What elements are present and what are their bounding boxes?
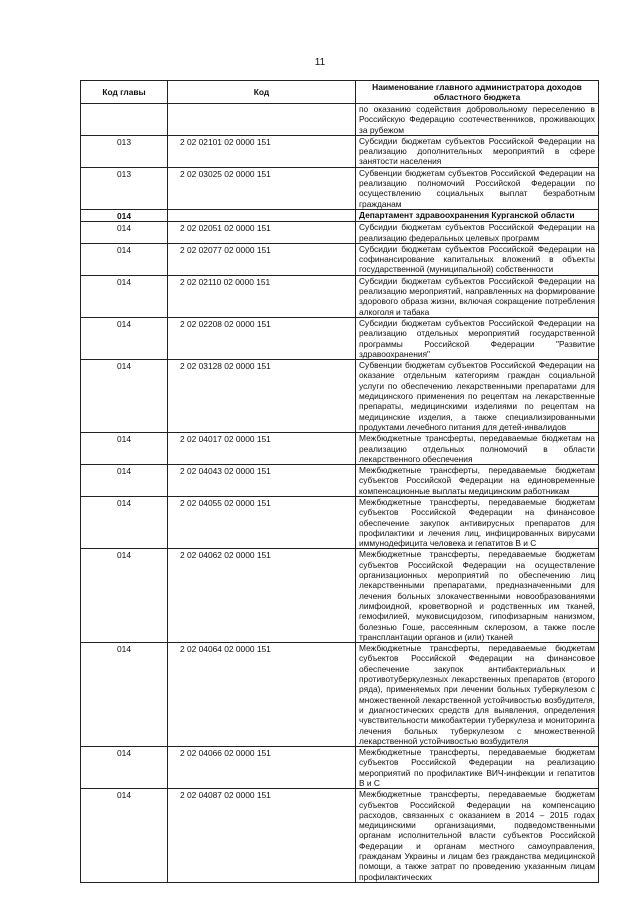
description-cell: Субвенции бюджетам субъектов Российской Федерации на оказание отдельным категориям граждан социальной услуги по обеспечению лекарственными препаратами для медицинского применения по рецептам на лекарственные препараты, медицинскими изделиями по рецептам на медицинские изделия, а также специализированными продуктами лечебного питания для детей-инвалидов [356, 360, 599, 433]
budget-code-cell: 2 02 02101 02 0000 151 [168, 135, 356, 167]
description-cell: Межбюджетные трансферты, передаваемые бюджетам субъектов Российской Федерации на компенсацию расходов, связанных с оказанием в 2014 – 2015 годах медицинскими организациями, подведомственными органам исполнительной власти субъектов Российской Федерации и органам местного самоуправления, гражданам Украины и лицам без гражданства медицинской помощи, а также затрат по проведению указанным лицам профилактических [356, 789, 599, 883]
chapter-code-cell: 013 [81, 135, 168, 167]
table-row [81, 433, 599, 465]
chapter-code-cell: 014 [81, 789, 168, 883]
chapter-code-cell: 014 [81, 747, 168, 789]
table-row [81, 465, 599, 497]
chapter-code-cell: 014 [81, 222, 168, 244]
budget-code-cell: 2 02 04017 02 0000 151 [168, 433, 356, 465]
description-cell: Межбюджетные трансферты, передаваемые бюджетам на реализацию отдельных полномочий в области лекарственного обеспечения [356, 433, 599, 465]
table-header-row [81, 81, 599, 104]
chapter-code-cell [81, 104, 168, 136]
description-cell: Департамент здравоохранения Курганской области [356, 209, 599, 221]
description-cell: Межбюджетные трансферты, передаваемые бюджетам субъектов Российской Федерации на финансовое обеспечение закупок антивирусных препаратов для профилактики и лечения лиц, инфицированных вирусами иммунодефицита человека и гепатитов В и С [356, 496, 599, 548]
description-cell: Субсидии бюджетам субъектов Российской Федерации на софинансирование капитальных вложений в объекты государственной (муниципальной) собственности [356, 243, 599, 275]
table-row [81, 317, 599, 359]
header-name: Наименование главного администратора доходов областного бюджета [356, 81, 599, 104]
table-row [81, 275, 599, 317]
budget-code-cell: 2 02 03025 02 0000 151 [168, 167, 356, 209]
header-code: Код [168, 81, 356, 104]
chapter-code-cell: 014 [81, 496, 168, 548]
table-row [81, 360, 599, 433]
budget-code-cell: 2 02 02208 02 0000 151 [168, 317, 356, 359]
budget-code-cell [168, 104, 356, 136]
header-chapter-code: Код главы [81, 81, 168, 104]
table-row [81, 789, 599, 883]
description-cell: Межбюджетные трансферты, передаваемые бюджетам субъектов Российской Федерации на осуществление организационных мероприятий по обеспечению лиц лекарственными препаратами, предназначенными для лечения больных злокачественными новообразованиями лимфоидной, кроветворной и родственных им тканей, гемофилией, муковисцидозом, гипофизарным нанизмом, болезнью Гоше, рассеянным склерозом, а также после трансплантации органов и (или) тканей [356, 549, 599, 643]
description-cell: Субвенции бюджетам субъектов Российской Федерации на реализацию полномочий Российской Федерации по осуществлению социальных выплат безработным гражданам [356, 167, 599, 209]
chapter-code-cell: 014 [81, 433, 168, 465]
table-row [81, 549, 599, 643]
description-cell: Межбюджетные трансферты, передаваемые бюджетам субъектов Российской Федерации на единовременные компенсационные выплаты медицинским работникам [356, 465, 599, 497]
description-cell: Межбюджетные трансферты, передаваемые бюджетам субъектов Российской Федерации на финансовое обеспечение закупок антибактериальных и противотуберкулезных лекарственных препаратов (второго ряда), применяемых при лечении больных туберкулезом с множественной лекарственной устойчивостью возбудителя, и диагностических средств для выявления, определения чувствительности микобактерии туберкулеза и мониторинга лечения больных туберкулезом с множественной лекарственной устойчивостью возбудителя [356, 643, 599, 747]
chapter-code-cell: 014 [81, 317, 168, 359]
table-row [81, 167, 599, 209]
table-row [81, 222, 599, 244]
description-cell: Субсидии бюджетам субъектов Российской Федерации на реализацию мероприятий, направленных на формирование здорового образа жизни, включая сокращение потребления алкоголя и табака [356, 275, 599, 317]
chapter-code-cell: 014 [81, 643, 168, 747]
revenue-administrators-table [80, 80, 599, 883]
budget-code-cell [168, 209, 356, 221]
chapter-code-cell: 014 [81, 275, 168, 317]
table-row [81, 496, 599, 548]
description-cell: Субсидии бюджетам субъектов Российской Федерации на реализацию дополнительных мероприятий в сфере занятости населения [356, 135, 599, 167]
table-row [81, 747, 599, 789]
budget-code-cell: 2 02 03128 02 0000 151 [168, 360, 356, 433]
budget-code-cell: 2 02 02051 02 0000 151 [168, 222, 356, 244]
budget-code-cell: 2 02 02110 02 0000 151 [168, 275, 356, 317]
description-cell: Межбюджетные трансферты, передаваемые бюджетам субъектов Российской Федерации на реализацию мероприятий по профилактике ВИЧ-инфекции и гепатитов В и С [356, 747, 599, 789]
chapter-code-cell: 013 [81, 167, 168, 209]
budget-code-cell: 2 02 04087 02 0000 151 [168, 789, 356, 883]
budget-code-cell: 2 02 02077 02 0000 151 [168, 243, 356, 275]
chapter-code-cell: 014 [81, 549, 168, 643]
table-row [81, 243, 599, 275]
page-number: 11 [314, 57, 326, 68]
description-cell: Субсидии бюджетам субъектов Российской Федерации на реализацию отдельных мероприятий государственной программы Российской Федерации "Развитие здравоохранения" [356, 317, 599, 359]
chapter-code-cell: 014 [81, 465, 168, 497]
budget-code-cell: 2 02 04064 02 0000 151 [168, 643, 356, 747]
chapter-code-cell: 014 [81, 360, 168, 433]
budget-code-cell: 2 02 04043 02 0000 151 [168, 465, 356, 497]
table-row [81, 104, 599, 136]
table-row [81, 135, 599, 167]
chapter-code-cell: 014 [81, 209, 168, 221]
budget-code-cell: 2 02 04055 02 0000 151 [168, 496, 356, 548]
description-cell: Субсидии бюджетам субъектов Российской Федерации на реализацию федеральных целевых программ [356, 222, 599, 244]
table-row [81, 643, 599, 747]
budget-code-cell: 2 02 04062 02 0000 151 [168, 549, 356, 643]
description-cell: по оказанию содействия добровольному переселению в Российскую Федерацию соотечественников, проживающих за рубежом [356, 104, 599, 136]
budget-code-cell: 2 02 04066 02 0000 151 [168, 747, 356, 789]
department-row [81, 209, 599, 221]
chapter-code-cell: 014 [81, 243, 168, 275]
